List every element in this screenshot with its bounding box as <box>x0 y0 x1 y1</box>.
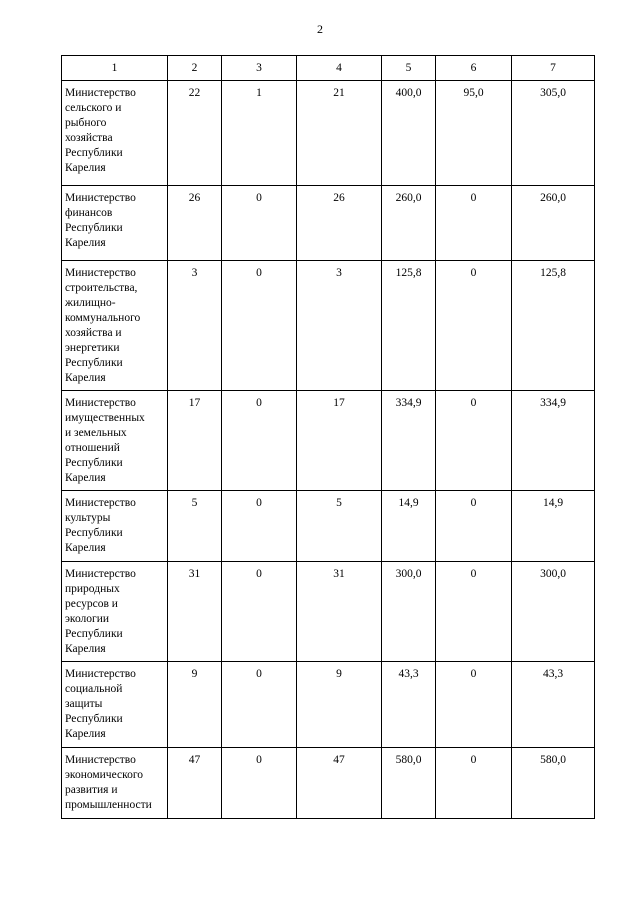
value-cell: 580,0 <box>382 748 436 819</box>
table-row <box>62 186 595 261</box>
value-cell: 14,9 <box>512 491 595 562</box>
ministry-name-line: Республики <box>65 713 123 725</box>
ministry-name-line: Республики <box>65 628 123 640</box>
ministry-name-cell <box>62 662 168 748</box>
value-cell: 43,3 <box>382 662 436 748</box>
ministry-name-line: и земельных <box>65 427 127 439</box>
ministry-name-line: финансов <box>65 207 113 219</box>
column-header: 6 <box>436 56 512 81</box>
ministry-name-cell <box>62 491 168 562</box>
data-table <box>61 55 595 819</box>
ministry-name-line: Карелия <box>65 237 106 249</box>
value-cell: 3 <box>168 261 222 391</box>
ministry-name-line: сельского и <box>65 102 122 114</box>
value-cell: 9 <box>168 662 222 748</box>
value-cell: 334,9 <box>512 391 595 491</box>
value-cell: 0 <box>436 186 512 261</box>
ministry-name-line: развития и <box>65 784 118 796</box>
value-cell: 0 <box>222 491 297 562</box>
table-row <box>62 261 595 391</box>
value-cell: 47 <box>297 748 382 819</box>
value-cell: 26 <box>168 186 222 261</box>
value-cell: 31 <box>168 562 222 662</box>
value-cell: 0 <box>222 748 297 819</box>
ministry-name-cell <box>62 81 168 186</box>
ministry-name-line: Министерство <box>65 192 136 204</box>
value-cell: 125,8 <box>512 261 595 391</box>
value-cell: 17 <box>297 391 382 491</box>
column-header: 2 <box>168 56 222 81</box>
ministry-name-line: хозяйства <box>65 132 113 144</box>
ministry-name-line: Министерство <box>65 568 136 580</box>
ministry-name-line: Министерство <box>65 267 136 279</box>
ministry-name-cell <box>62 186 168 261</box>
ministry-name-cell <box>62 261 168 391</box>
ministry-name-line: хозяйства и <box>65 327 122 339</box>
value-cell: 0 <box>222 261 297 391</box>
ministry-name-line: строительства, <box>65 282 138 294</box>
value-cell: 0 <box>222 562 297 662</box>
value-cell: 0 <box>436 748 512 819</box>
value-cell: 125,8 <box>382 261 436 391</box>
ministry-name-line: Карелия <box>65 472 106 484</box>
value-cell: 95,0 <box>436 81 512 186</box>
ministry-name-line: имущественных <box>65 412 145 424</box>
ministry-name-line: энергетики <box>65 342 120 354</box>
table-row <box>62 391 595 491</box>
value-cell: 1 <box>222 81 297 186</box>
ministry-name-line: экономического <box>65 769 144 781</box>
value-cell: 43,3 <box>512 662 595 748</box>
table-row <box>62 748 595 819</box>
ministry-name-line: Карелия <box>65 162 106 174</box>
value-cell: 17 <box>168 391 222 491</box>
ministry-name-line: Республики <box>65 527 123 539</box>
ministry-name-line: защиты <box>65 698 103 710</box>
ministry-name-line: рыбного <box>65 117 107 129</box>
table-row <box>62 562 595 662</box>
ministry-name-cell <box>62 562 168 662</box>
ministry-name-line: Министерство <box>65 397 136 409</box>
value-cell: 334,9 <box>382 391 436 491</box>
ministry-name-line: Карелия <box>65 728 106 740</box>
table-row <box>62 662 595 748</box>
value-cell: 26 <box>297 186 382 261</box>
value-cell: 5 <box>168 491 222 562</box>
value-cell: 0 <box>436 491 512 562</box>
ministry-name-line: Министерство <box>65 668 136 680</box>
page-number: 2 <box>317 22 323 36</box>
column-header: 1 <box>62 56 168 81</box>
ministry-name-line: социальной <box>65 683 123 695</box>
table-row <box>62 491 595 562</box>
value-cell: 5 <box>297 491 382 562</box>
ministry-name-line: коммунального <box>65 312 141 324</box>
table-body <box>62 81 595 819</box>
value-cell: 300,0 <box>512 562 595 662</box>
value-cell: 260,0 <box>382 186 436 261</box>
table-row <box>62 81 595 186</box>
value-cell: 9 <box>297 662 382 748</box>
ministry-name-line: культуры <box>65 512 111 524</box>
column-header: 4 <box>297 56 382 81</box>
ministry-name-line: промышленности <box>65 799 152 811</box>
ministry-name-line: Министерство <box>65 754 136 766</box>
value-cell: 0 <box>222 662 297 748</box>
ministry-name-line: Республики <box>65 457 123 469</box>
column-header: 3 <box>222 56 297 81</box>
ministry-name-line: Республики <box>65 357 123 369</box>
value-cell: 3 <box>297 261 382 391</box>
column-header: 7 <box>512 56 595 81</box>
value-cell: 14,9 <box>382 491 436 562</box>
column-header: 5 <box>382 56 436 81</box>
value-cell: 31 <box>297 562 382 662</box>
ministry-name-line: Карелия <box>65 542 106 554</box>
ministry-name-line: жилищно- <box>65 297 116 309</box>
value-cell: 305,0 <box>512 81 595 186</box>
ministry-name-line: Республики <box>65 222 123 234</box>
value-cell: 0 <box>222 186 297 261</box>
ministry-name-line: Карелия <box>65 643 106 655</box>
value-cell: 0 <box>436 261 512 391</box>
ministry-name-line: отношений <box>65 442 120 454</box>
value-cell: 47 <box>168 748 222 819</box>
ministry-name-line: Карелия <box>65 372 106 384</box>
value-cell: 0 <box>436 562 512 662</box>
value-cell: 0 <box>436 391 512 491</box>
ministry-name-line: Министерство <box>65 87 136 99</box>
ministry-name-line: ресурсов и <box>65 598 118 610</box>
value-cell: 0 <box>436 662 512 748</box>
value-cell: 580,0 <box>512 748 595 819</box>
ministry-name-line: экологии <box>65 613 110 625</box>
value-cell: 260,0 <box>512 186 595 261</box>
value-cell: 0 <box>222 391 297 491</box>
header-row <box>62 56 595 81</box>
ministry-name-cell <box>62 748 168 819</box>
value-cell: 22 <box>168 81 222 186</box>
ministry-name-cell <box>62 391 168 491</box>
ministry-name-line: природных <box>65 583 120 595</box>
value-cell: 21 <box>297 81 382 186</box>
value-cell: 400,0 <box>382 81 436 186</box>
value-cell: 300,0 <box>382 562 436 662</box>
ministry-name-line: Республики <box>65 147 123 159</box>
ministry-name-line: Министерство <box>65 497 136 509</box>
